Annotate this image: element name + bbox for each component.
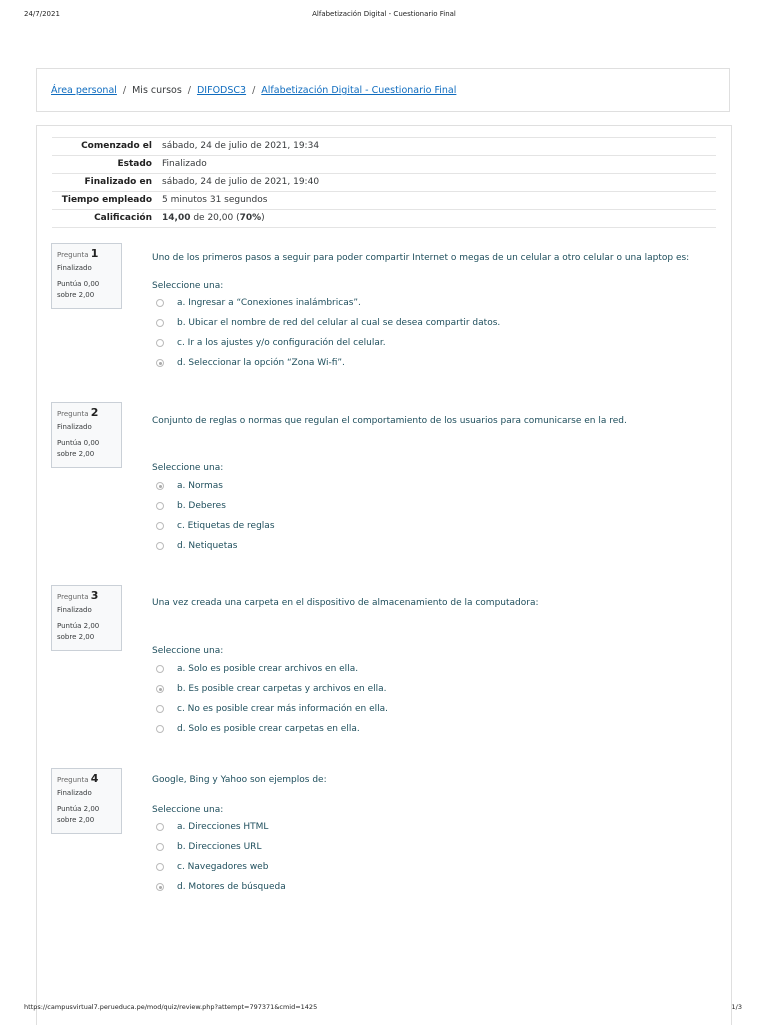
summary-label: Finalizado en [52,174,158,192]
answer-option[interactable] [156,316,500,330]
radio-button[interactable] [156,823,164,831]
radio-button-selected[interactable] [156,883,164,891]
summary-row-started [52,138,716,156]
breadcrumb-course-link[interactable]: DIFODSC3 [196,85,247,96]
question-state: Finalizado [57,789,92,797]
question-state: Finalizado [57,264,92,272]
question-number-value: 3 [90,589,99,602]
summary-row-state [52,156,716,174]
radio-button[interactable] [156,522,164,530]
answer-label: b. Ubicar el nombre de red del celular al cual se desea compartir datos. [177,318,501,328]
radio-button-selected[interactable] [156,685,164,693]
breadcrumb-separator: / [252,85,256,96]
answer-option[interactable] [156,296,361,310]
answer-option[interactable] [156,860,268,874]
breadcrumb-mis-cursos: Mis cursos [132,85,182,96]
grade-percent: 70% [239,213,262,223]
question-grade-max: sobre 2,00 [57,816,95,824]
question-prompt: Seleccione una: [152,281,224,291]
answer-option[interactable] [156,499,226,513]
radio-button[interactable] [156,299,164,307]
answer-option[interactable] [156,479,223,493]
grade-close-paren: ) [261,213,265,223]
answer-option[interactable] [156,662,358,676]
question-grade-score: Puntúa 2,00 [57,622,100,630]
answer-label: a. Solo es posible crear archivos en ella. [177,664,359,674]
question-grade-max: sobre 2,00 [57,633,95,641]
grade-out-of: de 20,00 ( [190,213,240,223]
print-footer [0,1003,768,1015]
question-grade-score: Puntúa 0,00 [57,280,100,288]
grade-score: 14,00 [162,213,191,223]
radio-button[interactable] [156,502,164,510]
answer-label: d. Solo es posible crear carpetas en ella. [177,724,360,734]
summary-grade-value [158,210,716,228]
question-number-value: 1 [90,247,99,260]
question-label: Pregunta [57,776,89,784]
question-grade-score: Puntúa 0,00 [57,439,100,447]
radio-button[interactable] [156,665,164,673]
radio-button[interactable] [156,339,164,347]
answer-label: c. Etiquetas de reglas [177,521,275,531]
answer-label: c. Ir a los ajustes y/o configuración del celular. [177,338,386,348]
question-grade-max: sobre 2,00 [57,450,95,458]
answer-option[interactable] [156,880,286,894]
answer-option[interactable] [156,702,388,716]
summary-label: Estado [52,156,158,174]
breadcrumb [36,68,730,112]
answer-label: d. Netiquetas [177,541,238,551]
answer-label: b. Deberes [177,501,226,511]
print-header [0,10,768,22]
question-grade [57,804,116,826]
radio-button[interactable] [156,843,164,851]
answer-label: c. Navegadores web [177,862,269,872]
question-number [57,248,116,261]
breadcrumb-separator: / [122,85,127,96]
question-prompt: Seleccione una: [152,646,224,656]
answer-option[interactable] [156,519,275,533]
summary-label: Calificación [52,210,158,228]
radio-button-selected[interactable] [156,482,164,490]
question-grade-max: sobre 2,00 [57,291,95,299]
radio-button[interactable] [156,725,164,733]
summary-label: Comenzado el [52,138,158,156]
question-info-1 [51,243,122,309]
answer-label: a. Direcciones HTML [177,822,269,832]
answer-option[interactable] [156,336,386,350]
summary-row-time-taken [52,192,716,210]
answer-label: d. Motores de búsqueda [177,882,286,892]
breadcrumb-area-personal-link[interactable]: Área personal [51,85,117,96]
question-prompt: Seleccione una: [152,463,224,473]
question-text-3: Una vez creada una carpeta en el dispositivo de almacenamiento de la computadora: [152,598,539,608]
radio-button[interactable] [156,863,164,871]
question-text-2: Conjunto de reglas o normas que regulan el comportamiento de los usuarios para comunicarse en la red. [152,416,627,426]
answer-label: c. No es posible crear más información en ella. [177,704,389,714]
breadcrumb-separator: / [187,85,191,96]
attempt-summary-table [52,137,716,228]
question-grade [57,621,116,643]
question-number [57,407,116,420]
summary-value: 5 minutos 31 segundos [158,192,716,210]
question-info-3 [51,585,122,651]
answer-label: a. Normas [177,481,223,491]
print-date: 24/7/2021 [24,10,60,18]
answer-option[interactable] [156,539,237,553]
question-number [57,773,116,786]
radio-button[interactable] [156,705,164,713]
breadcrumb-quiz-link[interactable]: Alfabetización Digital - Cuestionario Final [261,85,457,96]
answer-option[interactable] [156,722,360,736]
question-number [57,590,116,603]
question-grade-score: Puntúa 2,00 [57,805,100,813]
question-label: Pregunta [57,593,89,601]
question-info-2 [51,402,122,468]
question-state: Finalizado [57,423,92,431]
radio-button[interactable] [156,319,164,327]
print-page-number: 1/3 [731,1003,742,1011]
question-grade [57,438,116,460]
print-url: https://campusvirtual7.perueduca.pe/mod/quiz/review.php?attempt=797371&cmid=1425 [24,1003,318,1011]
answer-label: b. Es posible crear carpetas y archivos en ella. [177,684,387,694]
question-info-4 [51,768,122,834]
summary-value: sábado, 24 de julio de 2021, 19:40 [158,174,716,192]
question-number-value: 2 [90,406,99,419]
question-number-value: 4 [90,772,99,785]
summary-label: Tiempo empleado [52,192,158,210]
summary-value: Finalizado [158,156,716,174]
answer-option[interactable] [156,356,345,370]
answer-label: d. Seleccionar la opción “Zona Wi-fi”. [177,358,345,368]
radio-button-selected[interactable] [156,359,164,367]
answer-option[interactable] [156,840,261,854]
print-title: Alfabetización Digital - Cuestionario Final [312,10,456,18]
summary-row-finished [52,174,716,192]
summary-value: sábado, 24 de julio de 2021, 19:34 [158,138,716,156]
question-text-4: Google, Bing y Yahoo son ejemplos de: [152,775,327,785]
answer-option[interactable] [156,682,387,696]
question-prompt: Seleccione una: [152,805,224,815]
question-state: Finalizado [57,606,92,614]
summary-row-grade [52,210,716,228]
answer-label: b. Direcciones URL [177,842,262,852]
answer-option[interactable] [156,820,268,834]
question-text-1: Uno de los primeros pasos a seguir para poder compartir Internet o megas de un celular a otro celular o una laptop es: [152,253,690,263]
question-grade [57,279,116,301]
answer-label: a. Ingresar a “Conexiones inalámbricas”. [177,298,361,308]
question-label: Pregunta [57,410,89,418]
question-label: Pregunta [57,251,89,259]
radio-button[interactable] [156,542,164,550]
